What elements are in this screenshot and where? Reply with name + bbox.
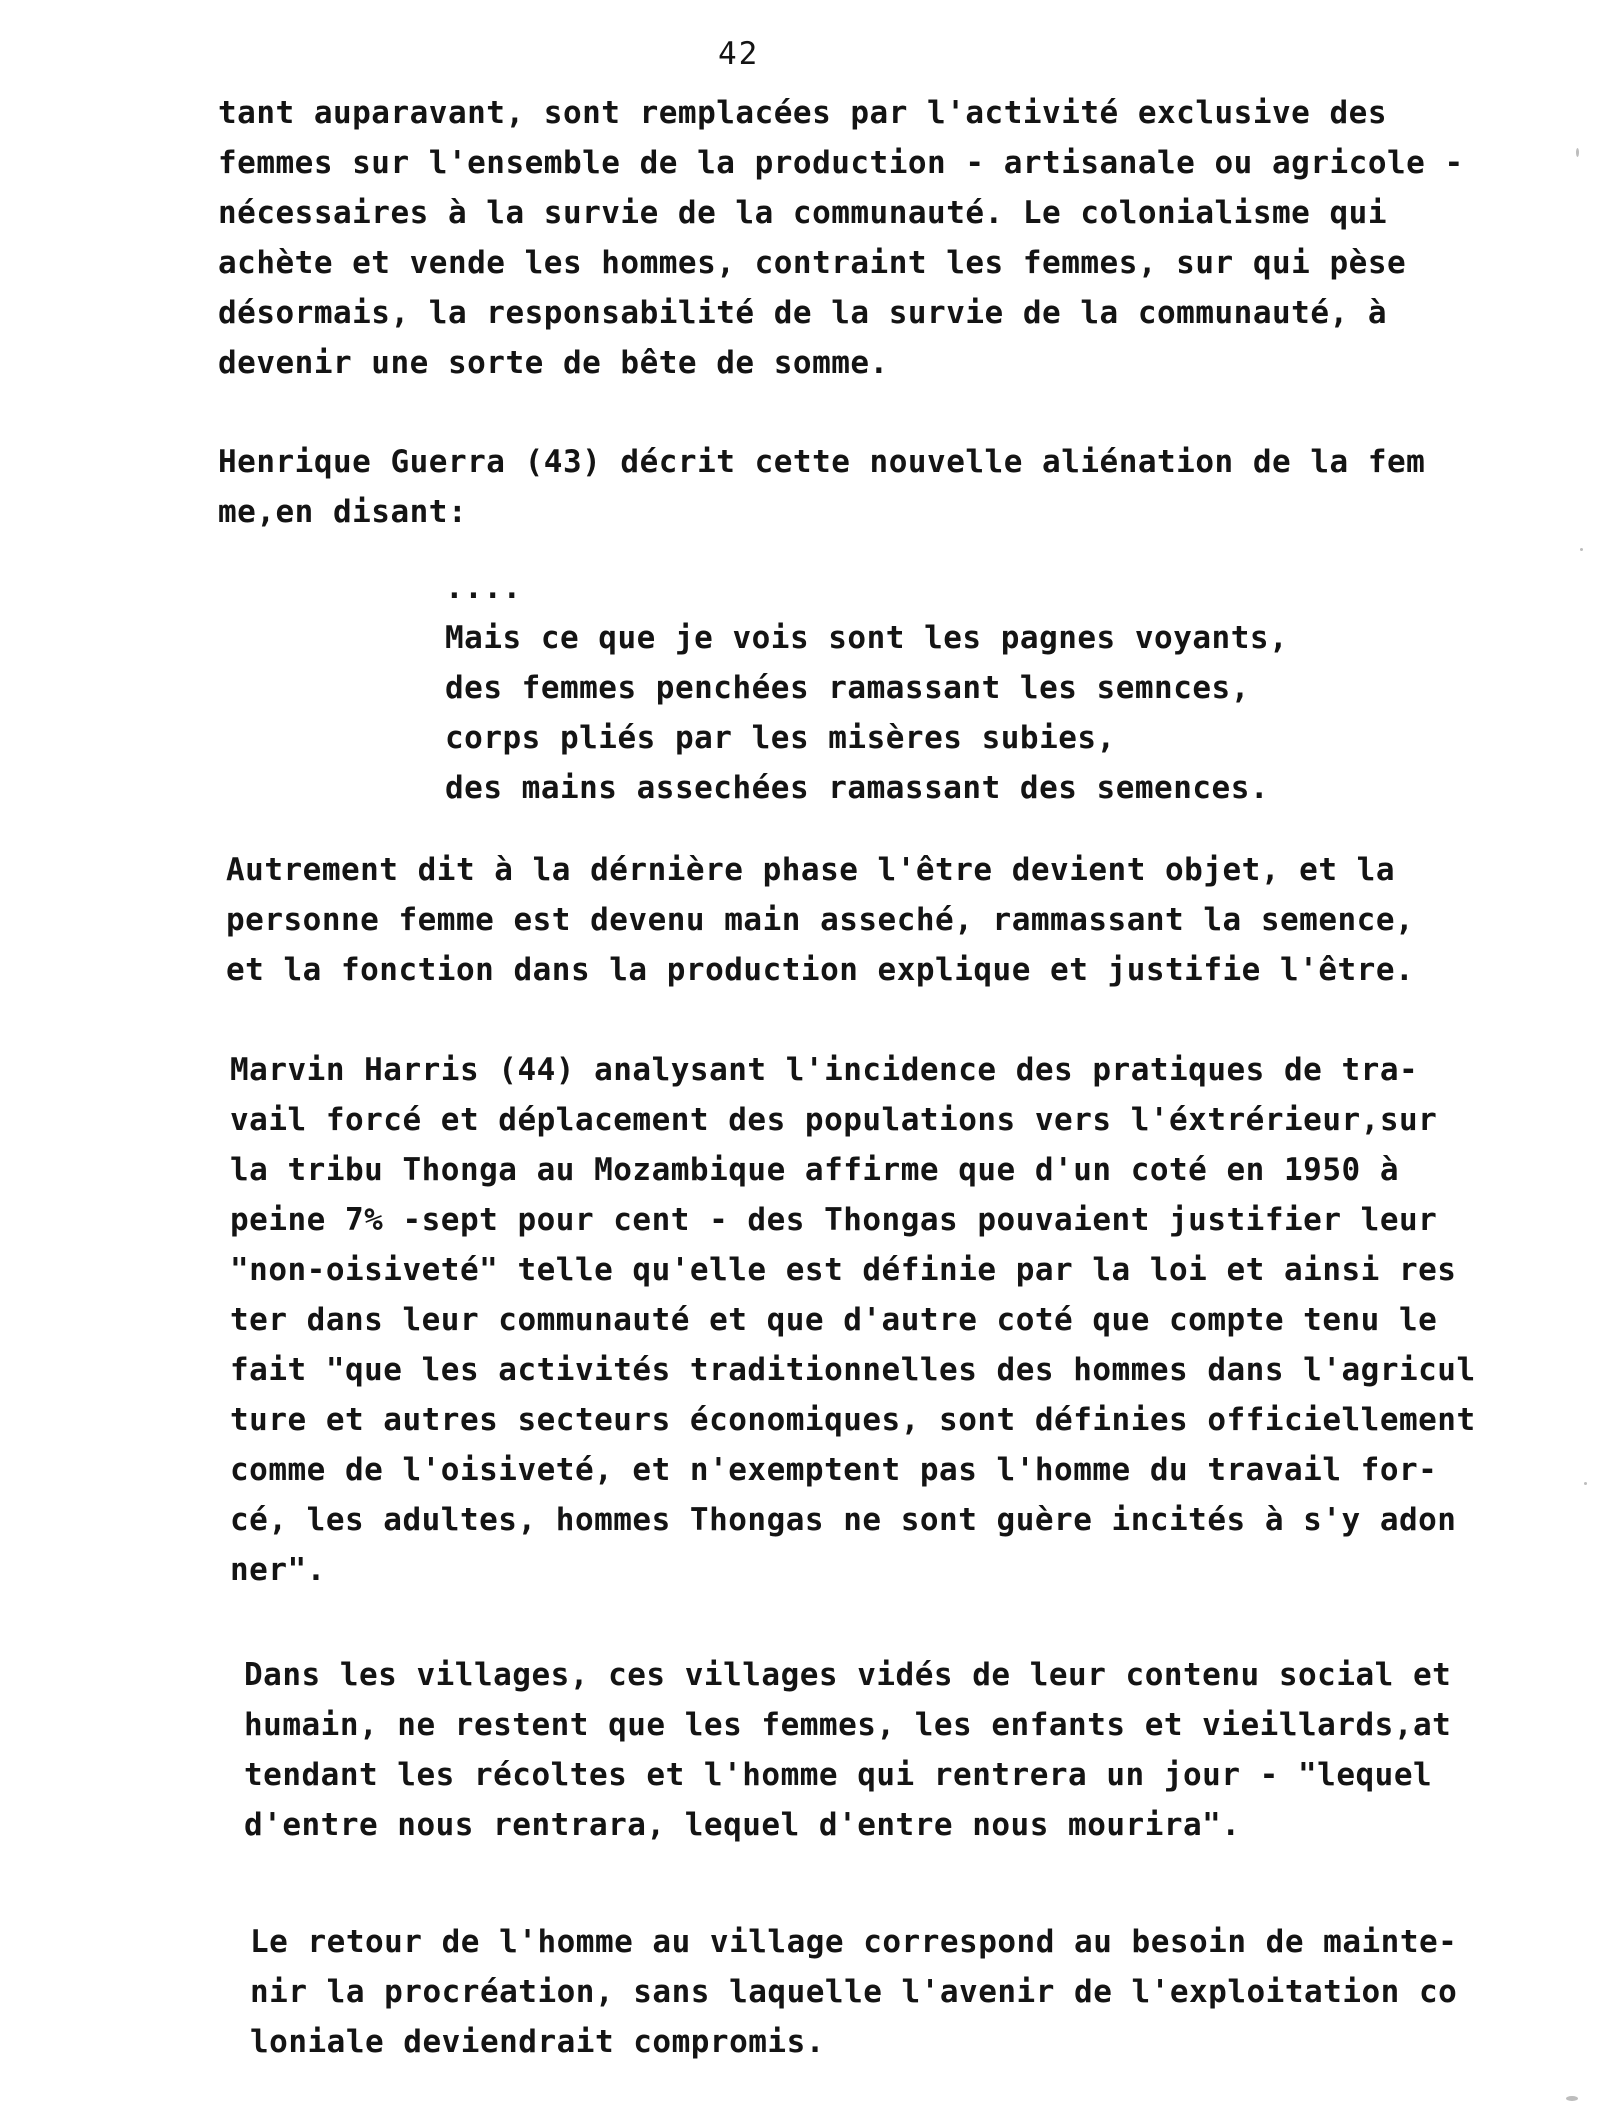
paragraph-6 (250, 1917, 1457, 2067)
text-line: achète et vende les hommes, contraint les femmes, sur qui pèse (218, 245, 1407, 281)
poem-line: Mais ce que je vois sont les pagnes voyants, (445, 620, 1289, 656)
text-line: femmes sur l'ensemble de la production - artisanale ou agricole - (218, 145, 1464, 181)
text-line: me,en disant: (218, 494, 468, 530)
text-line: loniale deviendrait compromis. (250, 2024, 825, 2060)
text-line: ture et autres secteurs économiques, sont définies officiellement (230, 1402, 1476, 1438)
text-line: comme de l'oisiveté, et n'exemptent pas l'homme du travail for- (230, 1452, 1438, 1488)
poem-line: corps pliés par les misères subies, (445, 720, 1116, 756)
text-line: cé, les adultes, hommes Thongas ne sont guère incités à s'y adon (230, 1502, 1457, 1538)
text-line: ter dans leur communauté et que d'autre coté que compte tenu le (230, 1302, 1438, 1338)
poem-line: .... (445, 570, 522, 606)
text-line: personne femme est devenu main asseché, rammassant la semence, (226, 902, 1415, 938)
paragraph-2 (218, 437, 1425, 537)
scan-speck (1584, 1482, 1587, 1485)
scan-speck (1566, 2096, 1578, 2101)
poem-line: des mains assechées ramassant des semences. (445, 770, 1270, 806)
paragraph-1 (218, 88, 1464, 388)
text-line: Henrique Guerra (43) décrit cette nouvelle aliénation de la fem (218, 444, 1426, 480)
scan-speck (1576, 148, 1579, 157)
text-line: la tribu Thonga au Mozambique affirme que d'un coté en 1950 à (230, 1152, 1399, 1188)
text-line: peine 7% -sept pour cent - des Thongas pouvaient justifier leur (230, 1202, 1438, 1238)
text-line: devenir une sorte de bête de somme. (218, 345, 889, 381)
text-line: Dans les villages, ces villages vidés de leur contenu social et (244, 1657, 1452, 1693)
text-line: fait "que les activités traditionnelles des hommes dans l'agricul (230, 1352, 1476, 1388)
text-line: "non-oisiveté" telle qu'elle est définie par la loi et ainsi res (230, 1252, 1457, 1288)
text-line: et la fonction dans la production explique et justifie l'être. (226, 952, 1415, 988)
text-line: tendant les récoltes et l'homme qui rentrera un jour - "lequel (244, 1757, 1433, 1793)
scan-speck (1580, 548, 1583, 551)
text-line: vail forcé et déplacement des populations vers l'éxtrérieur,sur (230, 1102, 1438, 1138)
text-line: d'entre nous rentrara, lequel d'entre nous mourira". (244, 1807, 1241, 1843)
text-line: ner". (230, 1552, 326, 1588)
text-line: Le retour de l'homme au village correspond au besoin de mainte- (250, 1924, 1458, 1960)
text-line: Autrement dit à la dérnière phase l'être devient objet, et la (226, 852, 1395, 888)
poem-line: des femmes penchées ramassant les semnces, (445, 670, 1250, 706)
text-line: désormais, la responsabilité de la survie de la communauté, à (218, 295, 1387, 331)
paragraph-5 (244, 1650, 1451, 1850)
text-line: Marvin Harris (44) analysant l'incidence des pratiques de tra- (230, 1052, 1419, 1088)
text-line: nécessaires à la survie de la communauté. Le colonialisme qui (218, 195, 1387, 231)
poem-quotation (445, 563, 1288, 813)
paragraph-3 (226, 845, 1414, 995)
text-line: tant auparavant, sont remplacées par l'activité exclusive des (218, 95, 1387, 131)
page-number: 42 (718, 36, 760, 72)
text-line: nir la procréation, sans laquelle l'avenir de l'exploitation co (250, 1974, 1458, 2010)
text-line: humain, ne restent que les femmes, les enfants et vieillards,at (244, 1707, 1452, 1743)
paragraph-4 (230, 1045, 1476, 1595)
